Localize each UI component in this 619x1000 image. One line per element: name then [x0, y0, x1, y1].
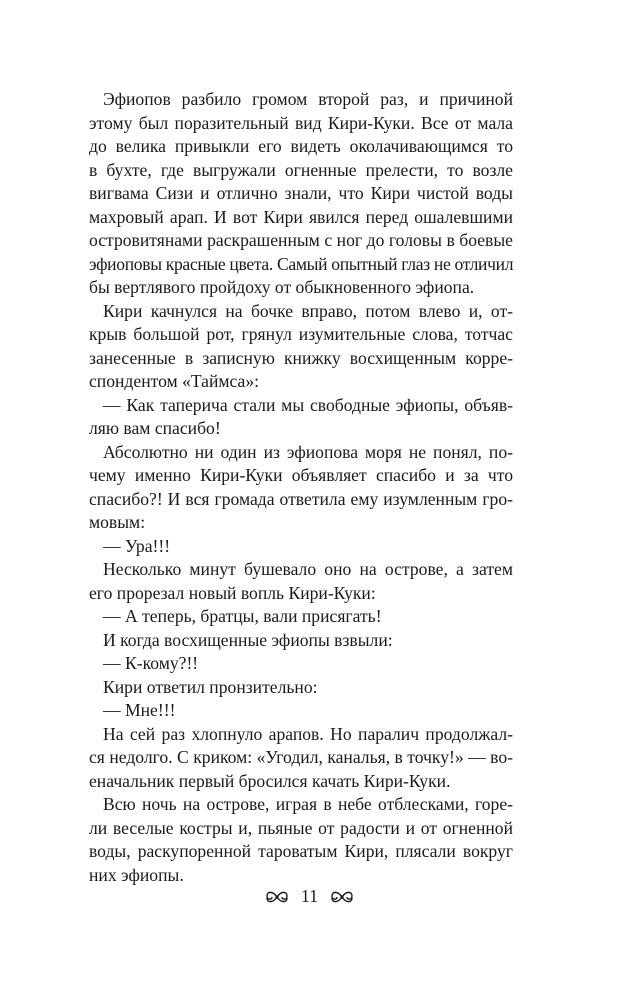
- ornament-left-icon: [264, 887, 290, 907]
- text-line: эфиоповы красные цвета. Самый опытный глаз не отличил: [89, 253, 514, 274]
- text-line: спасибо?! И вся громада ответила ему изумленным гро-: [89, 488, 513, 509]
- ornament-right-icon: [329, 887, 355, 907]
- text-line: еначальник первый бросился качать Кири-Куки.: [89, 770, 451, 791]
- page-number: 11: [300, 886, 319, 907]
- text-line: махровый арап. И вот Кири явился перед ошалевшими: [89, 206, 513, 227]
- text-line: Несколько минут бушевало оно на острове, а затем: [103, 559, 513, 579]
- text-line: Абсолютно ни один из эфиопова моря не понял, по-: [103, 441, 513, 462]
- text-line: мовым:: [89, 512, 146, 532]
- text-line: них эфиопы.: [89, 864, 184, 885]
- text-line: этому был поразительный вид Кири-Куки. Все от мала: [89, 112, 513, 133]
- page-footer: [0, 885, 619, 907]
- text-line: бы вертлявого пройдоху от обыкновенного эфиопа.: [89, 277, 475, 297]
- text-line: занесенные в записную книжку восхищенным корре-: [89, 347, 513, 368]
- text-line: На сей раз хлопнуло арапов. Но паралич продолжал-: [103, 723, 513, 744]
- text-line: спондентом «Таймса»:: [89, 371, 260, 391]
- text-line: островитянами раскрашенным с ног до головы в боевые: [89, 230, 513, 250]
- text-line: — К-кому?!!: [103, 653, 199, 673]
- text-line: ли веселые костры и, пьяные от радости и от огненной: [89, 817, 513, 838]
- text-line: Эфиопов разбило громом второй раз, и причиной: [103, 89, 513, 109]
- text-line: его прорезал новый вопль Кири-Куки:: [89, 582, 376, 603]
- text-line: чему именно Кири-Куки объявляет спасибо и за что: [89, 465, 513, 485]
- text-line: до велика привыкли его видеть околачивающимся то: [89, 136, 513, 156]
- text-line: Всю ночь на острове, играя в небе отблесками, горе-: [103, 794, 513, 814]
- text-line: — Ура!!!: [103, 535, 171, 556]
- text-line: Кири ответил пронзительно:: [103, 676, 318, 697]
- text-line: — Как таперича стали мы свободные эфиопы, объяв-: [103, 394, 513, 415]
- text-line: — Мне!!!: [103, 700, 176, 720]
- text-line: крыв большой рот, грянул изумительные слова, тотчас: [89, 324, 513, 344]
- text-line: И когда восхищенные эфиопы взвыли:: [103, 629, 393, 650]
- text-line: воды, раскупоренной тароватым Кири, плясали вокруг: [89, 841, 513, 861]
- body-text: [89, 88, 513, 887]
- text-line: вигвама Сизи и отлично знали, что Кири чистой воды: [89, 183, 513, 203]
- text-line: ляю вам спасибо!: [89, 418, 221, 438]
- text-line: в бухте, где выгружали огненные прелести, то возле: [89, 159, 513, 180]
- text-line: — А теперь, братцы, вали присягать!: [103, 606, 382, 626]
- text-line: ся недолго. С криком: «Угодил, каналья, в точку!» — во-: [89, 747, 513, 767]
- text-line: Кири качнулся на бочке вправо, потом влево и, от-: [103, 300, 513, 321]
